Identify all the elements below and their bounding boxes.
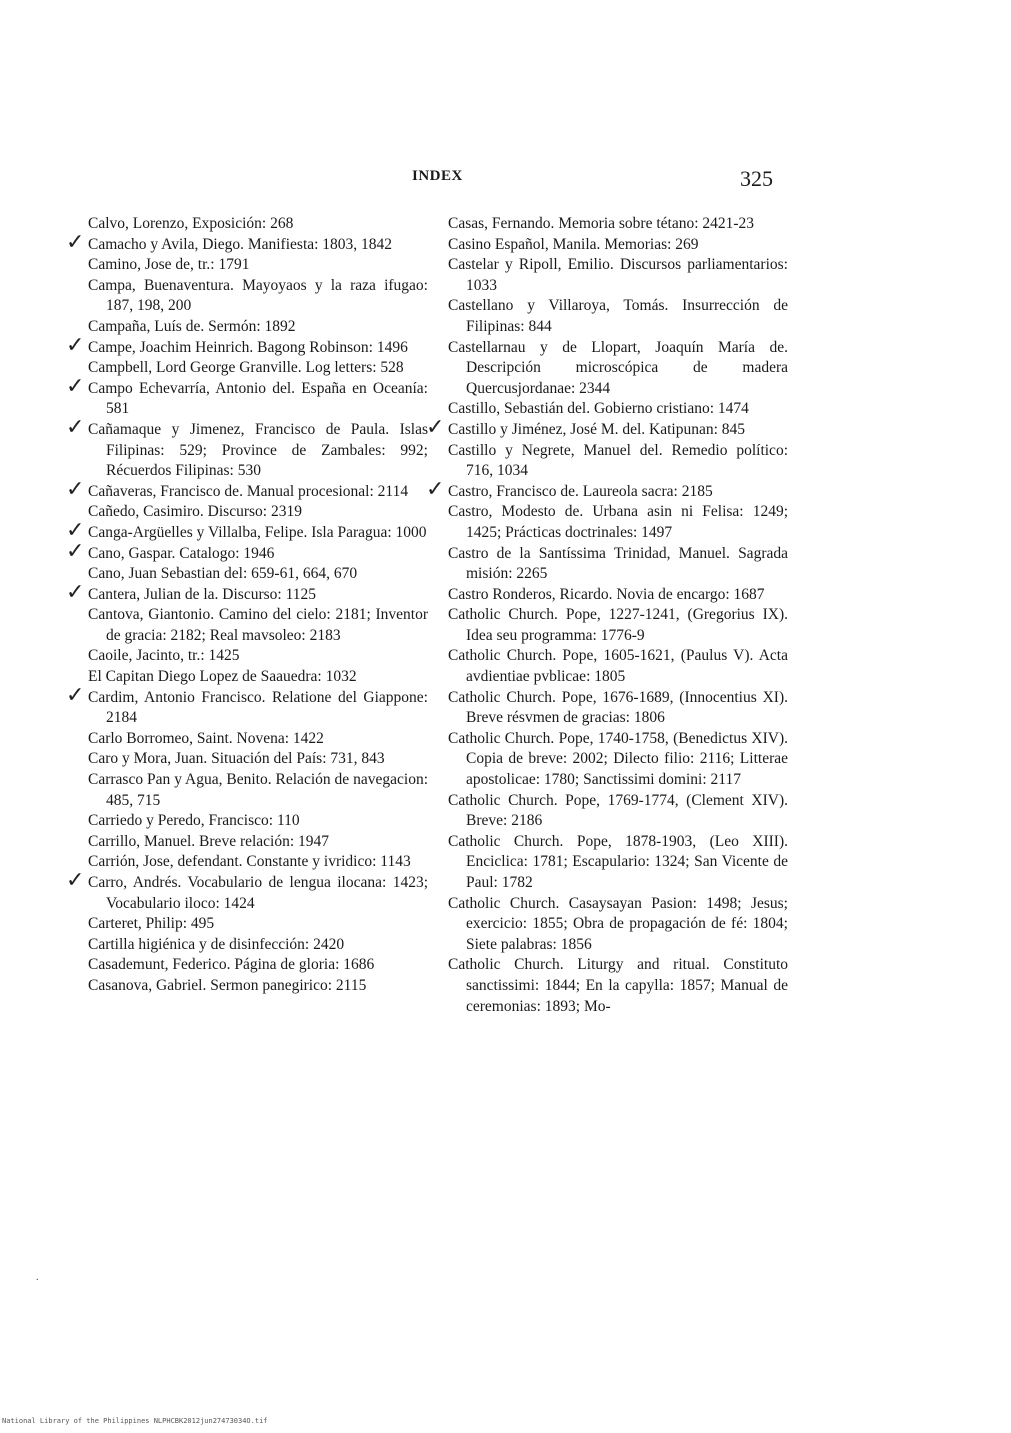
index-entry <box>88 214 428 235</box>
index-entry <box>448 955 788 1017</box>
index-entry-text: Cartilla higiénica y de disinfección: 2420 <box>88 935 345 953</box>
index-entry: ✓ Cantera, Julian de la. Discurso: 1125 <box>66 579 316 605</box>
index-entry <box>88 811 428 832</box>
index-entry-text: Carro, Andrés. Vocabulario de lengua ilocana: 1423; Vocabulario iloco: 1424 <box>88 874 428 912</box>
index-entry <box>88 502 428 523</box>
index-entry-text: Castro, Modesto de. Urbana asin ni Felisa: 1249; 1425; Prácticas doctrinales: 1497 <box>448 503 788 541</box>
index-entry: ✓ Camacho y Avila, Diego. Manifiesta: 1803, 1842 <box>66 229 393 255</box>
index-entry: ✓ Cañaveras, Francisco de. Manual procesional: 2114 <box>66 476 409 502</box>
index-entry <box>88 749 428 770</box>
index-entry-text: Catholic Church. Pope, 1769-1774, (Clement XIV). Breve: 2186 <box>448 791 788 830</box>
index-entry <box>448 832 788 894</box>
index-entry-text: Castellano y Villaroya, Tomás. Insurrección de Filipinas: 844 <box>448 297 788 335</box>
index-entry <box>448 605 788 646</box>
page-number: 325 <box>740 166 773 191</box>
index-entry <box>448 688 788 729</box>
index-entry <box>448 646 788 687</box>
index-column-right <box>426 214 788 1017</box>
index-entry-text: Campa, Buenaventura. Mayoyaos y la raza ifugao: 187, 198, 200 <box>88 276 428 315</box>
index-entry-text: Carrión, Jose, defendant. Constante y ivridico: 1143 <box>88 853 411 871</box>
index-entry <box>88 667 428 688</box>
index-entry-text: Campbell, Lord George Granville. Log letters: 528 <box>88 359 404 377</box>
index-entry-text: Catholic Church. Pope, 1227-1241, (Gregorius IX). Idea seu programma: 1776-9 <box>448 606 788 644</box>
index-column-left <box>66 214 428 997</box>
index-entry <box>88 276 428 317</box>
index-entry-text: Catholic Church. Pope, 1878-1903, (Leo XIII). Enciclica: 1781; Escapulario: 1324; San Vicente de Paul: 1782 <box>448 832 788 891</box>
index-entry <box>88 976 428 997</box>
index-entry-text: Carteret, Philip: 495 <box>88 915 215 933</box>
index-entry-text: Casino Español, Manila. Memorias: 269 <box>448 235 699 253</box>
index-entry <box>448 441 788 482</box>
index-entry-text: Castro, Francisco de. Laureola sacra: 2185 <box>448 482 713 500</box>
index-entry <box>448 338 788 400</box>
page-header-title: INDEX <box>412 168 463 184</box>
index-entry: ✓ Cardim, Antonio Francisco. Relatione del Giappone: 2184 <box>66 682 428 727</box>
index-entry <box>88 646 428 667</box>
index-entry-text: Catholic Church. Pope, 1605-1621, (Paulus V). Acta avdientiae pvblicae: 1805 <box>448 647 788 686</box>
index-entry-text: Camino, Jose de, tr.: 1791 <box>88 256 250 274</box>
index-entry-text: Cañamaque y Jimenez, Francisco de Paula. Islas Filipinas: 529; Province de Zambales: 992; Récuerdos Filipinas: 530 <box>88 420 428 480</box>
index-entry-text: Cantova, Giantonio. Camino del cielo: 2181; Inventor de gracia: 2182; Real mavsoleo: 2183 <box>88 606 428 644</box>
index-entry-text: Cano, Juan Sebastian del: 659-61, 664, 670 <box>88 565 358 583</box>
index-entry-text: Cañedo, Casimiro. Discurso: 2319 <box>88 503 302 521</box>
index-entry <box>448 585 788 606</box>
index-entry <box>448 894 788 956</box>
index-entry-text: Cano, Gaspar. Catalogo: 1946 <box>88 544 275 562</box>
scan-speck: . <box>36 1272 39 1283</box>
index-entry-text: Castillo y Jiménez, José M. del. Katipunan: 845 <box>448 420 746 438</box>
index-entry <box>448 296 788 337</box>
index-entry-text: Castillo y Negrete, Manuel del. Remedio político: 716, 1034 <box>448 441 788 480</box>
index-entry-text: Castellarnau y de Llopart, Joaquín María de. Descripción microscópica de madera Quercusjordanae: 2344 <box>448 338 788 397</box>
index-entry-text: Carrillo, Manuel. Breve relación: 1947 <box>88 832 330 850</box>
index-entry <box>448 399 788 420</box>
index-entry-text: Cantera, Julian de la. Discurso: 1125 <box>88 585 316 603</box>
index-entry <box>88 832 428 853</box>
index-entry: ✓ Campo Echevarría, Antonio del. España en Oceanía: 581 <box>66 373 428 418</box>
index-entry-text: Castillo, Sebastián del. Gobierno cristiano: 1474 <box>448 400 749 418</box>
index-entry-text: Castro Ronderos, Ricardo. Novia de encargo: 1687 <box>448 585 765 603</box>
index-entry-text: Castro de la Santíssima Trinidad, Manuel. Sagrada misión: 2265 <box>448 544 788 583</box>
index-entry: ✓ Cano, Gaspar. Catalogo: 1946 <box>66 538 275 564</box>
index-entry-text: Catholic Church. Pope, 1676-1689, (Innocentius XI). Breve résvmen de gracias: 1806 <box>448 688 788 727</box>
index-entry-text: Catholic Church. Casaysayan Pasion: 1498; Jesus; exercicio: 1855; Obra de propagación de fé: 1804; Siete palabras: 1856 <box>448 894 788 953</box>
index-entry-text: Cañaveras, Francisco de. Manual procesional: 2114 <box>88 482 409 500</box>
index-entry <box>448 544 788 585</box>
index-entry: ✓ Canga-Argüelles y Villalba, Felipe. Isla Paragua: 1000 <box>66 517 427 543</box>
index-entry <box>448 791 788 832</box>
index-entry-text: Catholic Church. Pope, 1740-1758, (Benedictus XIV). Copia de breve: 2002; Dilecto filio: 2116; Litterae apostolicae: 1780; Sanctissimi domini: 2117 <box>448 729 788 789</box>
index-entry-text: Campe, Joachim Heinrich. Bagong Robinson: 1496 <box>88 338 408 356</box>
index-entry <box>88 564 428 585</box>
index-entry: ✓ Cañamaque y Jimenez, Francisco de Paula. Islas Filipinas: 529; Province de Zambales: 992; Récuerdos Filipinas: 530 <box>66 414 428 480</box>
index-entry <box>88 255 428 276</box>
index-entry-text: Caoile, Jacinto, tr.: 1425 <box>88 647 240 665</box>
index-entry <box>88 317 428 338</box>
index-entry-text: Cardim, Antonio Francisco. Relatione del Giappone: 2184 <box>88 688 428 727</box>
index-entry <box>88 935 428 956</box>
index-entry <box>88 914 428 935</box>
index-entry <box>88 852 428 873</box>
index-entry: ✓ Castillo y Jiménez, José M. del. Katipunan: 845 <box>426 414 746 440</box>
scan-footer-caption: National Library of the Philippines NLPHCBK2012jun27473034O.tif <box>2 1417 268 1425</box>
index-entry: ✓ Carro, Andrés. Vocabulario de lengua ilocana: 1423; Vocabulario iloco: 1424 <box>66 868 428 912</box>
index-entry-text: Catholic Church. Liturgy and ritual. Constituto sanctissimi: 1844; En la capylla: 1857; Manual de ceremonias: 1893; Mo- <box>448 956 788 1015</box>
index-entry <box>448 235 788 256</box>
index-entry-text: Campo Echevarría, Antonio del. España en Oceanía: 581 <box>88 379 428 418</box>
index-entry-text: Canga-Argüelles y Villalba, Felipe. Isla Paragua: 1000 <box>88 523 427 541</box>
index-entry-text: Casademunt, Federico. Página de gloria: 1686 <box>88 956 375 974</box>
index-entry-text: Carrasco Pan y Agua, Benito. Relación de navegacion: 485, 715 <box>88 771 428 809</box>
index-entry: ✓ Castro, Francisco de. Laureola sacra: 2185 <box>426 476 713 502</box>
index-entry-text: Caro y Mora, Juan. Situación del País: 731, 843 <box>88 750 385 768</box>
index-entry <box>448 729 788 791</box>
index-entry-text: Camacho y Avila, Diego. Manifiesta: 1803, 1842 <box>88 235 393 253</box>
index-entry <box>448 214 788 235</box>
index-entry <box>88 770 428 811</box>
index-entry <box>88 605 428 646</box>
index-entry-text: Castelar y Ripoll, Emilio. Discursos parliamentarios: 1033 <box>448 256 788 294</box>
index-entry <box>88 955 428 976</box>
index-entry <box>88 358 428 379</box>
index-entry-text: Casanova, Gabriel. Sermon panegirico: 2115 <box>88 976 367 994</box>
index-entry-text: El Capitan Diego Lopez de Saauedra: 1032 <box>88 668 357 686</box>
index-entry-text: Carlo Borromeo, Saint. Novena: 1422 <box>88 729 324 747</box>
index-entry: ✓ Campe, Joachim Heinrich. Bagong Robinson: 1496 <box>66 332 408 358</box>
index-entry <box>448 502 788 543</box>
index-entry-text: Carriedo y Peredo, Francisco: 110 <box>88 812 300 830</box>
index-entry <box>448 255 788 296</box>
index-entry-text: Calvo, Lorenzo, Exposición: 268 <box>88 215 294 232</box>
index-entry-text: Campaña, Luís de. Sermón: 1892 <box>88 317 296 335</box>
index-entry <box>88 729 428 750</box>
index-entry-text: Casas, Fernando. Memoria sobre tétano: 2421-23 <box>448 215 755 232</box>
